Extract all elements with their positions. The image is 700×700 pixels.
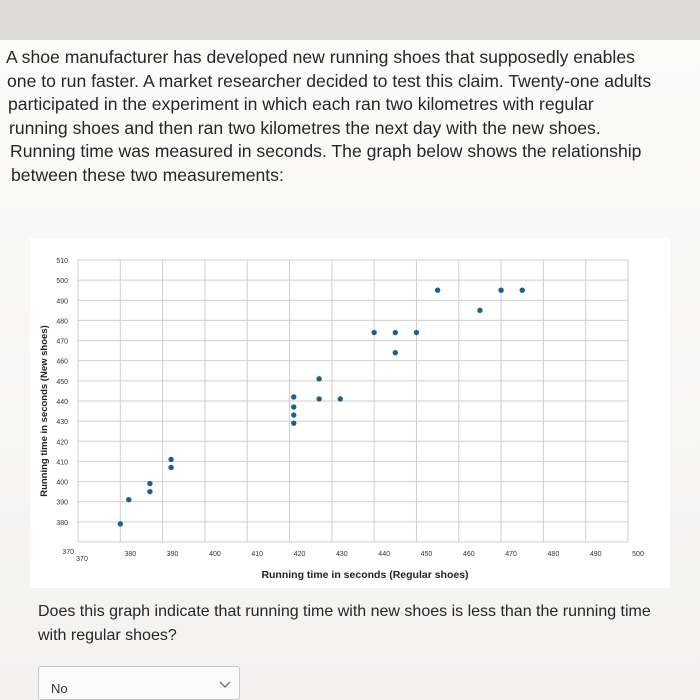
x-tick-label: 470	[505, 551, 517, 558]
x-tick-label: 430	[336, 551, 348, 558]
question-line: one to run faster. A market researcher decided to test this claim. Twenty-one adults	[7, 70, 652, 91]
y-tick-label: 480	[56, 318, 68, 326]
y-tick-label: 500	[56, 278, 68, 286]
y-tick-label: 490	[56, 298, 68, 306]
scatter-plot-svg	[30, 238, 670, 588]
y-tick-label: 510	[56, 258, 68, 265]
data-point	[393, 350, 398, 355]
answer-dropdown[interactable]	[38, 666, 240, 700]
data-point	[126, 497, 131, 502]
x-axis-label: Running time in seconds (Regular shoes)	[261, 569, 469, 581]
x-tick-label: 370	[76, 556, 88, 563]
y-tick-label: 450	[56, 378, 68, 386]
question-line: Running time was measured in seconds. The graph below shows the relationship	[10, 141, 642, 162]
x-tick-label: 380	[124, 551, 137, 558]
data-point	[118, 521, 123, 526]
y-tick-label: 470	[56, 338, 68, 346]
question-line: participated in the experiment in which each ran two kilometres with regular	[8, 94, 594, 115]
y-tick-label: 370	[62, 549, 74, 556]
data-point	[291, 394, 296, 399]
top-strip	[0, 0, 700, 40]
data-point	[435, 288, 440, 293]
x-tick-label: 500	[632, 551, 644, 558]
data-point	[291, 412, 296, 417]
data-point	[393, 330, 398, 335]
data-point	[498, 288, 503, 293]
x-tick-label: 490	[589, 551, 602, 558]
x-tick-label: 420	[293, 551, 306, 558]
answer-selected-value: No	[51, 681, 68, 696]
data-point	[316, 396, 321, 401]
y-axis-label: Running time in seconds (New shoes)	[39, 325, 50, 497]
question-line: between these two measurements:	[11, 164, 284, 185]
data-point	[316, 376, 321, 381]
x-tick-label: 460	[462, 551, 475, 558]
data-point	[371, 330, 376, 335]
data-point	[168, 457, 173, 462]
prompt-text: Does this graph indicate that running time with new shoes is less than the running time with regular shoes?	[38, 603, 651, 644]
data-point	[147, 489, 152, 494]
y-tick-label: 410	[56, 459, 68, 467]
y-tick-label: 460	[56, 358, 68, 366]
y-tick-label: 430	[56, 419, 68, 427]
chevron-down-icon	[219, 681, 231, 689]
x-tick-label: 410	[251, 551, 264, 558]
y-tick-label: 390	[56, 499, 68, 507]
data-point	[477, 308, 482, 313]
x-tick-label: 440	[378, 551, 390, 558]
question-text	[6, 46, 686, 188]
x-tick-label: 450	[420, 551, 433, 558]
data-point	[291, 420, 296, 425]
question-line: A shoe manufacturer has developed new running shoes that supposedly enables	[6, 47, 635, 67]
y-tick-label: 440	[56, 399, 68, 406]
data-point	[147, 481, 152, 486]
x-tick-label: 480	[547, 551, 560, 558]
scatter-chart	[30, 238, 670, 588]
data-point	[291, 404, 296, 409]
y-tick-label: 380	[56, 519, 68, 527]
question-line: running shoes and then ran two kilometres the next day with the new shoes.	[9, 117, 601, 138]
y-tick-label: 420	[56, 439, 68, 447]
data-point	[520, 288, 525, 293]
x-tick-label: 400	[209, 551, 221, 558]
x-tick-label: 390	[166, 551, 179, 558]
y-tick-label: 400	[56, 479, 68, 487]
data-point	[414, 330, 419, 335]
data-point	[168, 465, 173, 470]
data-point	[338, 396, 343, 401]
